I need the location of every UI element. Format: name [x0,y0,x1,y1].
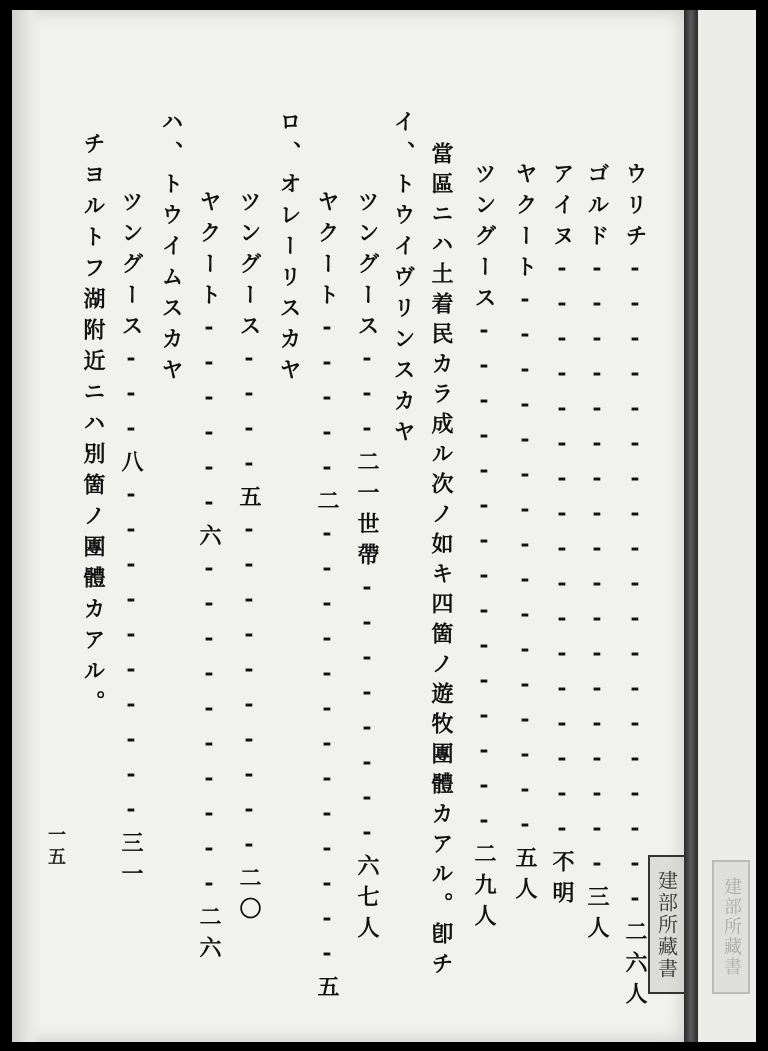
text-column-4: ヤクート----------------五人 [512,162,538,908]
text-column-14: ツングース---八----------三一 [118,190,144,893]
stamp-text: 建部所藏書 [654,869,679,980]
text-column-3: アイヌ-----------------不明 [549,162,575,912]
text-column-8: ツングース---二一世帶--------六七人 [354,190,380,947]
book-spine [684,10,698,1042]
text-column-11: ツングース----五----------二〇 [236,190,262,928]
text-column-12: ヤクート------六----------二六 [196,190,222,967]
text-column-9: ヤクート-----二-------------五 [314,190,340,1006]
page-number: 一五 [45,825,66,869]
text-column-1: ウリチ-------------------二六人 [622,162,648,1013]
text-column-10: ロ、オレーリスカヤ [276,110,302,389]
stamp-text-facing: 建部所藏書 [721,877,742,977]
page-shadow [12,10,42,1042]
text-column-5: ツングース---------------二九人 [471,162,497,935]
text-column-7: イ、トウイヴリンスカヤ [390,110,416,451]
text-column-13: ハ、トウイムスカヤ [158,110,184,389]
library-stamp [648,855,686,994]
text-column-2: ゴルド------------------三人 [584,162,610,947]
library-stamp-facing [712,860,750,994]
text-column-15: チヨルトフ湖附近ニハ別箇ノ團體カアル。 [80,132,106,721]
text-column-6: 當區ニハ土着民カラ成ル次ノ如キ四箇ノ遊牧團體カアル。卽チ [428,142,454,982]
